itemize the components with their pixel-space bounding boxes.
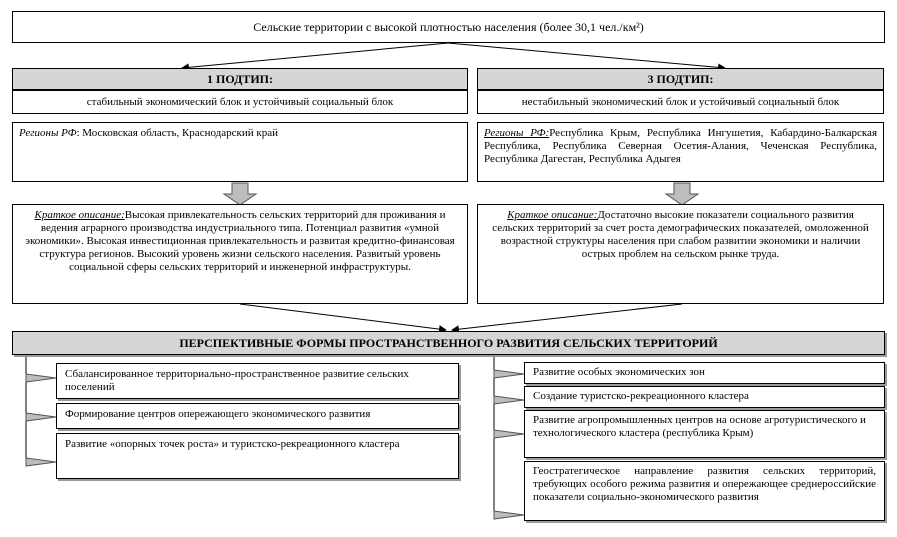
right-subtype-subtitle — [477, 90, 884, 114]
pointer-right-4 — [494, 511, 524, 519]
pointer-right-3 — [494, 430, 524, 438]
right-form-item — [524, 386, 885, 408]
left-subtype-subtitle — [12, 90, 468, 114]
forms-header-text: ПЕРСПЕКТИВНЫЕ ФОРМЫ ПРОСТРАНСТВЕННОГО РАЗВИТИЯ СЕЛЬСКИХ ТЕРРИТОРИЙ — [179, 336, 718, 350]
left-regions-text: : Московская область, Краснодарский край — [76, 127, 278, 139]
left-form-item — [56, 433, 459, 479]
left-form-text: Развитие «опорных точек роста» и туристско-рекреационного кластера — [65, 438, 400, 450]
pointer-right-1 — [494, 370, 524, 378]
arrow-top-to-right — [448, 43, 725, 68]
right-desc-label: Краткое описание: — [507, 209, 598, 221]
left-desc-box — [12, 204, 468, 304]
left-desc-text: Высокая привлекательность сельских территорий для проживания и ведения аграрного производства индустриального типа. Потенциал развития «умной экономики». Высокая инвестиционная привлекательность и развитая кредитно-финансовая структура регионов. Высокий уровень жизни сельского населения. Развитый уровень социальной сферы сельских территорий и инженерной инфраструктуры. — [25, 209, 455, 273]
left-regions-label: Регионы РФ — [19, 127, 77, 139]
right-form-item — [524, 410, 885, 458]
right-form-text: Развитие особых экономических зон — [533, 366, 705, 378]
left-form-text: Сбалансированное территориально-пространственное развитие сельских поселений — [65, 368, 409, 393]
right-form-text: Геостратегическое направление развития сельских территорий, требующих особого режима развития и опережающее среднероссийские показатели социально-экономического развития — [533, 465, 876, 503]
pointer-left-3 — [26, 458, 56, 466]
right-regions-text: Республика Крым, Республика Ингушетия, Кабардино-Балкарская Республика, Республика Северная Осетия-Алания, Чеченская Республика, Республика Дагестан, Республика Адыгея — [484, 127, 877, 165]
pointer-right-2 — [494, 396, 524, 404]
grey-down-arrow-left — [224, 183, 256, 205]
right-desc-box — [477, 204, 884, 304]
right-regions-box — [477, 122, 884, 182]
arrow-right-desc-to-forms — [452, 304, 682, 330]
top-box-text: Сельские территории с высокой плотностью населения (более 30,1 чел./км²) — [253, 20, 644, 34]
left-form-text: Формирование центров опережающего экономического развития — [65, 408, 371, 420]
right-regions-label: Регионы РФ: — [484, 127, 550, 139]
forms-header — [12, 331, 885, 355]
right-form-item — [524, 362, 885, 384]
arrow-left-desc-to-forms — [240, 304, 446, 330]
left-regions-box — [12, 122, 468, 182]
pointer-left-2 — [26, 413, 56, 421]
right-form-text: Создание туристско-рекреационного кластера — [533, 390, 749, 402]
left-form-item — [56, 403, 459, 429]
pointer-left-1 — [26, 374, 56, 382]
right-subtype-subtitle-text: нестабильный экономический блок и устойчивый социальный блок — [521, 96, 840, 108]
right-form-text: Развитие агропромышленных центров на основе агротуристического и технологического кластера (республика Крым) — [533, 414, 866, 439]
left-subtype-title — [12, 68, 468, 90]
left-subtype-subtitle-text: стабильный экономический блок и устойчивый социальный блок — [86, 96, 394, 108]
right-form-item — [524, 461, 885, 521]
grey-down-arrow-right — [666, 183, 698, 205]
right-subtype-title — [477, 68, 884, 90]
left-desc-label: Краткое описание: — [34, 209, 125, 221]
right-subtype-title-text: 3 ПОДТИП: — [647, 72, 714, 86]
left-form-item — [56, 363, 459, 399]
left-subtype-title-text: 1 ПОДТИП: — [207, 72, 273, 86]
top-box — [12, 11, 885, 43]
right-desc-text: Достаточно высокие показатели социального развития сельских территорий за счет роста демографических показателей, омоложенной возрастной структуры населения при слабом развитии экономики и наличии острых проблем на сельском рынке труда. — [492, 209, 869, 260]
arrow-top-to-left — [182, 43, 448, 68]
